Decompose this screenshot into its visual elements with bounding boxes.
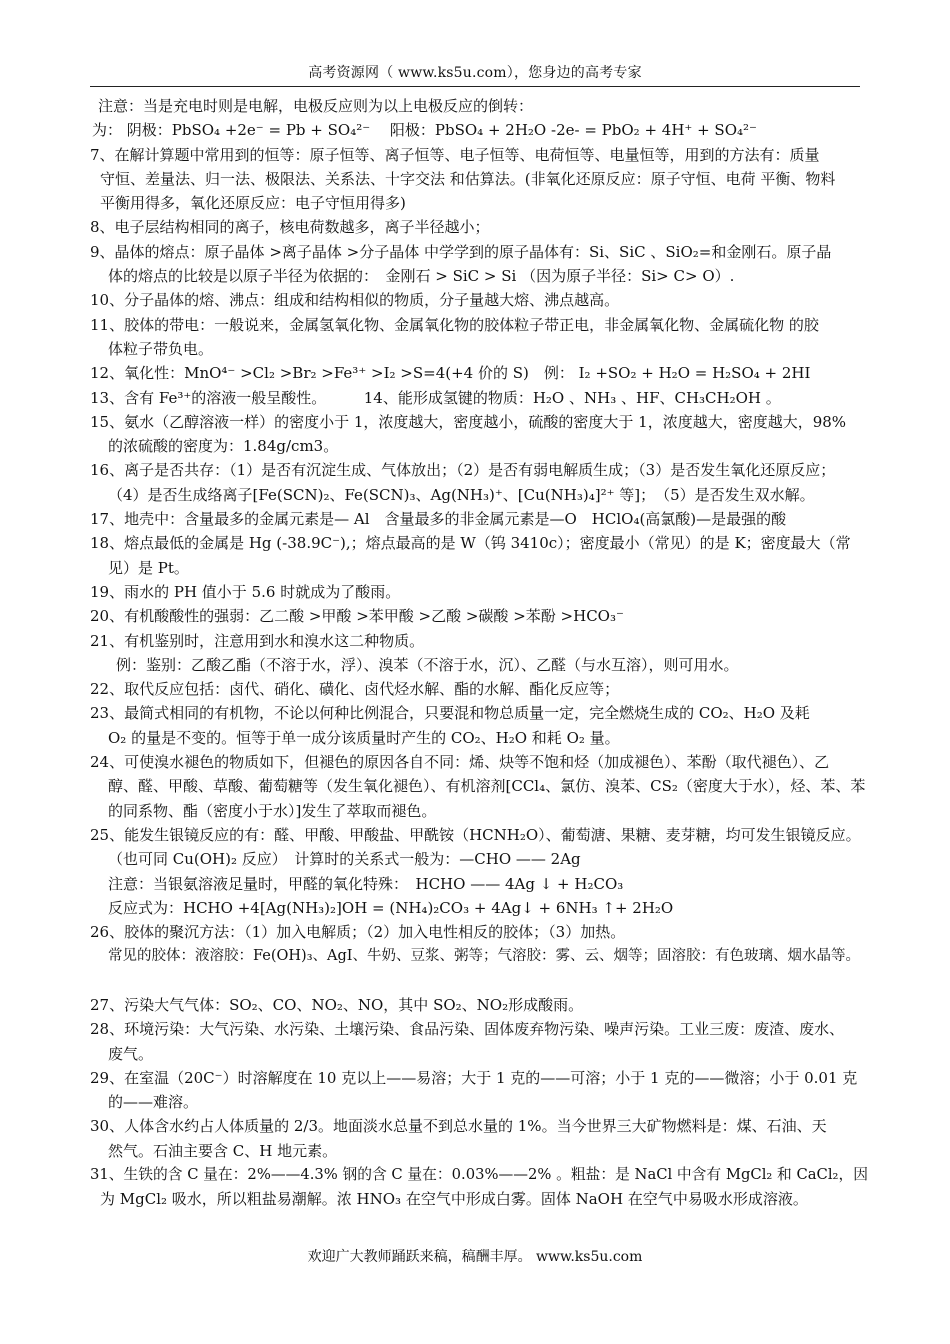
text-line: 19、雨水的 PH 值小于 5.6 时就成为了酸雨。 (90, 582, 401, 601)
text-line: 26、胶体的聚沉方法：（1）加入电解质；（2）加入电性相反的胶体；（3）加热。 (90, 923, 626, 942)
text-line: （4）是否生成络离子[Fe(SCN)₂、Fe(SCN)₃、Ag(NH₃)⁺、[Cu(NH₃)₄]²⁺ 等]； （5）是否发生双水解。 (108, 485, 815, 504)
text-line (90, 969, 865, 993)
text-line: 15、氨水（乙醇溶液一样）的密度小于 1，浓度越大，密度越小，硫酸的密度大于 1，浓度越大，密度越大，98% (90, 412, 847, 431)
text-line: 17、地壳中：含量最多的金属元素是— Al 含量最多的非金属元素是—O HClO₄(高氯酸)—是最强的酸 (90, 510, 787, 529)
text-line: 体的熔点的比较是以原子半径为依据的： 金刚石 > SiC > Si （因为原子半径：Si> C> O）. (108, 267, 735, 286)
text-line: 的——难溶。 (108, 1093, 199, 1112)
text-line: 23、最简式相同的有机物，不论以何种比例混合，只要混和物总质量一定，完全燃烧生成的 CO₂、H₂O 及耗 (90, 704, 810, 723)
text-line: 例：鉴别：乙酸乙酯（不溶于水，浮）、溴苯（不溶于水，沉）、乙醛（与水互溶），则可用水。 (116, 655, 739, 674)
text-line: 9、晶体的熔点：原子晶体 >离子晶体 >分子晶体 中学学到的原子晶体有：Si、SiC 、SiO₂=和金刚石。原子晶 (90, 242, 832, 261)
text-line: 29、在室温（20C⁻）时溶解度在 10 克以上——易溶；大于 1 克的——可溶；小于 1 克的——微溶；小于 0.01 克 (90, 1068, 858, 1087)
text-line: 11、胶体的带电：一般说来，金属氢氧化物、金属氧化物的胶体粒子带正电，非金属氧化物、金属硫化物 的胶 (90, 315, 819, 334)
text-line: 7、在解计算题中常用到的恒等：原子恒等、离子恒等、电子恒等、电荷恒等、电量恒等，用到的方法有：质量 (90, 145, 820, 164)
document-body (90, 94, 868, 1212)
text-line: 21、有机鉴别时，注意用到水和溴水这二种物质。 (90, 631, 425, 650)
text-line: 的同系物、酯（密度小于水）]发生了萃取而褪色。 (108, 801, 437, 820)
page-header: 高考资源网（ www.ks5u.com），您身边的高考专家 (90, 62, 860, 87)
text-line: 废气。 (108, 1044, 154, 1063)
text-line: 16、离子是否共存：（1）是否有沉淀生成、气体放出；（2）是否有弱电解质生成；（3）是否发生氧化还原反应； (90, 461, 836, 480)
text-line: 然气。石油主要含 C、H 地元素。 (108, 1141, 338, 1160)
text-line: 31、生铁的含 C 量在：2%——4.3% 钢的含 C 量在：0.03%——2% 。粗盐：是 NaCl 中含有 MgCl₂ 和 CaCl₂，因 (90, 1166, 868, 1184)
text-line: 12、氧化性：MnO⁴⁻ >Cl₂ >Br₂ >Fe³⁺ >I₂ >S=4(+4 价的 S) 例： I₂ +SO₂ + H₂O = H₂SO₄ + 2HI (90, 364, 811, 383)
text-line: 常见的胶体：液溶胶：Fe(OH)₃、AgI、牛奶、豆浆、粥等；气溶胶：雾、云、烟等；固溶胶：有色玻璃、烟水晶等。 (108, 948, 860, 965)
text-line: 28、环境污染：大气污染、水污染、土壤污染、食品污染、固体废弃物污染、噪声污染。工业三废：废渣、废水、 (90, 1020, 845, 1039)
text-line: 10、分子晶体的熔、沸点：组成和结构相似的物质，分子量越大熔、沸点越高。 (90, 291, 620, 310)
text-line: 22、取代反应包括：卤代、硝化、磺化、卤代烃水解、酯的水解、酯化反应等； (90, 680, 620, 699)
text-line: 体粒子带负电。 (108, 339, 214, 358)
text-line: 反应式为：HCHO +4[Ag(NH₃)₂]OH = (NH₄)₂CO₃ + 4Ag↓ + 6NH₃ ↑+ 2H₂O (108, 898, 674, 917)
text-line: 守恒、差量法、归一法、极限法、关系法、十字交法 和估算法。(非氧化还原反应：原子守恒、电荷 平衡、物料 (100, 169, 836, 188)
text-line: 见）是 Pt。 (108, 558, 189, 577)
text-line: 24、可使溴水褪色的物质如下，但褪色的原因各自不同：烯、炔等不饱和烃（加成褪色）、苯酚（取代褪色）、乙 (90, 753, 830, 772)
text-line: 注意：当银氨溶液足量时，甲醛的氧化特殊： HCHO —— 4Ag ↓ + H₂CO₃ (108, 874, 624, 893)
text-line: 25、能发生银镜反应的有：醛、甲酸、甲酸盐、甲酰铵（HCNH₂O）、葡萄溏、果糖、麦芽糖，均可发生银镜反应。 (90, 825, 861, 844)
text-line: 30、人体含水约占人体质量的 2/3。地面淡水总量不到总水量的 1%。当今世界三大矿物燃料是：煤、石油、天 (90, 1117, 827, 1136)
text-line: O₂ 的量是不变的。恒等于单一成分该质量时产生的 CO₂、H₂O 和耗 O₂ 量。 (108, 728, 620, 747)
text-line: 18、熔点最低的金属是 Hg (-38.9C⁻),；熔点最高的是 W（钨 3410c）；密度最小（常见）的是 K；密度最大（常 (90, 534, 851, 553)
text-line: 醇、醛、甲酸、草酸、葡萄糖等（发生氧化褪色）、有机溶剂[CCl₄、氯仿、溴苯、CS₂（密度大于水），烃、苯、苯 (108, 777, 866, 796)
text-line: 注意：当是充电时则是电解，电极反应则为以上电极反应的倒转： (98, 97, 534, 115)
text-line: 20、有机酸酸性的强弱：乙二酸 >甲酸 >苯甲酸 >乙酸 >碳酸 >苯酚 >HCO₃⁻ (90, 607, 624, 626)
text-line: 为： 阴极：PbSO₄ +2e⁻ = Pb + SO₄²⁻ 阳极：PbSO₄ + 2H₂O -2e- = PbO₂ + 4H⁺ + SO₄²⁻ (92, 121, 757, 140)
text-line: （也可同 Cu(OH)₂ 反应） 计算时的关系式一般为：—CHO —— 2Ag (108, 850, 581, 869)
text-line: 8、电子层结构相同的离子，核电荷数越多，离子半径越小； (90, 218, 490, 237)
text-line: 的浓硫酸的密度为：1.84g/cm3。 (108, 437, 339, 456)
page-footer: 欢迎广大教师踊跃来稿，稿酬丰厚。 www.ks5u.com (307, 1249, 643, 1265)
text-line: 平衡用得多，氧化还原反应：电子守恒用得多) (100, 194, 406, 213)
text-line: 为 MgCl₂ 吸水，所以粗盐易潮解。浓 HNO₃ 在空气中形成白雾。固体 NaOH 在空气中易吸水形成溶液。 (100, 1190, 808, 1209)
text-line: 13、含有 Fe³⁺的溶液一般呈酸性。 14、能形成氢键的物质：H₂O 、NH₃ 、HF、CH₃CH₂OH 。 (90, 388, 781, 407)
text-line: 27、污染大气气体：SO₂、CO、NO₂、NO，其中 SO₂、NO₂形成酸雨。 (90, 995, 584, 1014)
